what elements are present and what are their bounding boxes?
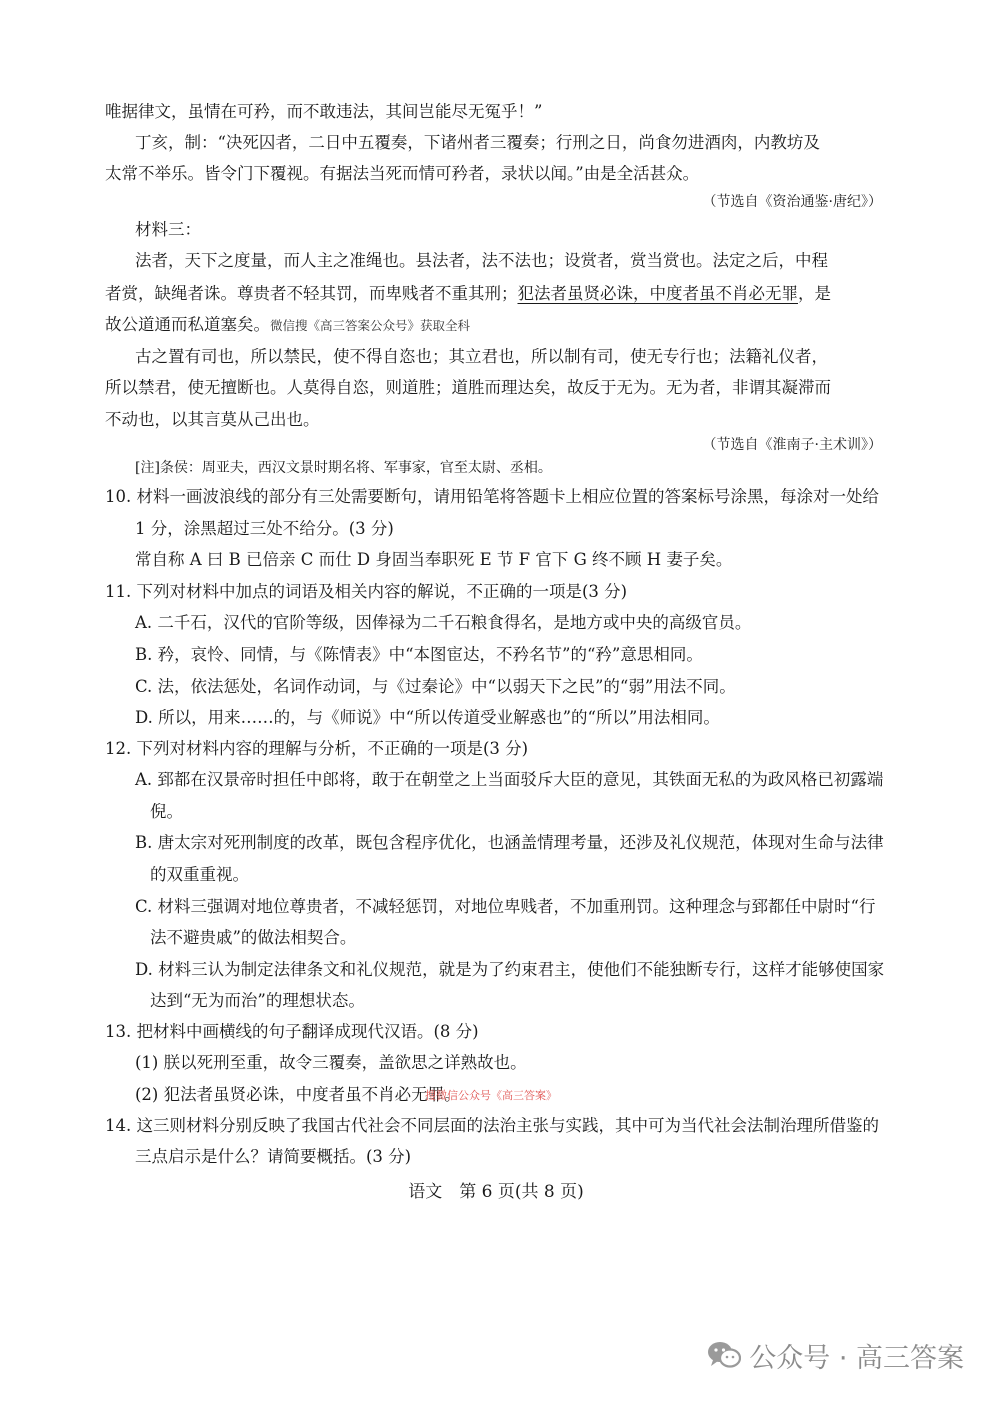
option-a: A. 二千石，汉代的官阶等级，因俸禄为二千石粮食得名，是地方或中央的高级官员。: [135, 613, 752, 632]
text-line: 不动也，以其言莫从己出也。: [105, 410, 320, 429]
text-line: 1 分，涂黑超过三处不给分。(3 分): [135, 519, 394, 538]
sentence-to-punctuate: 常自称 A 曰 B 已倍亲 C 而仕 D 身固当奉职死 E 节 F 官下 G 终不顾 H 妻子矣。: [135, 550, 733, 569]
option-d: D. 所以，用来……的，与《师说》中“所以传道受业解惑也”的“所以”用法相同。: [135, 708, 720, 727]
option-b: B. 矜，哀怜、同情，与《陈情表》中“本图宦达，不矜名节”的“矜”意思相同。: [135, 645, 703, 664]
watermark-text: 搜微信公众号《高三答案》: [425, 1089, 557, 1102]
page-footer: 语文 第 6 页(共 8 页): [408, 1182, 584, 1202]
option-a: A. 郅都在汉景帝时担任中郎将，敢于在朝堂之上当面驳斥大臣的意见，其铁面无私的为政风格已初露端: [135, 770, 884, 789]
watermark-text: 微信搜《高三答案公众号》获取全科: [270, 318, 471, 333]
text-line: 古之置有司也，所以禁民，使不得自恣也；其立君也，所以制有司，使无专行也；法籍礼仪者，: [135, 347, 828, 366]
text-line: 倪。: [150, 802, 183, 821]
text-line: 的双重重视。: [150, 865, 249, 884]
text-line: [105, 282, 831, 306]
text-line: 丁亥，制：“决死囚者，二日中五覆奏，下诸州者三覆奏；行刑之日，尚食勿进酒肉，内教坊及: [135, 133, 820, 152]
section-heading: 材料三：: [135, 220, 201, 239]
text-line: 所以禁君，使无擅断也。人莫得自恣，则道胜；道胜而理达矣，故反于无为。无为者，非谓其凝滞而: [105, 378, 831, 397]
annotation-note: [注]条侯：周亚夫，西汉文景时期名将、军事家，官至太尉、丞相。: [135, 460, 552, 476]
text-segment: ，是: [798, 284, 831, 303]
text-line: [105, 313, 470, 338]
source-citation: （节选自《淮南子·主术训》）: [702, 437, 882, 453]
option-d: D. 材料三认为制定法律条文和礼仪规范，就是为了约束君主，使他们不能独断专行，这样才能够使国家: [135, 960, 885, 979]
question-11: 11. 下列对材料中加点的词语及相关内容的解说，不正确的一项是(3 分): [105, 582, 628, 601]
question-10: 10. 材料一画波浪线的部分有三处需要断句，请用铅笔将答题卡上相应位置的答案标号涂黑，每涂对一处给: [105, 487, 879, 506]
option-b: B. 唐太宗对死刑制度的改革，既包含程序优化，也涵盖情理考量，还涉及礼仪规范，体现对生命与法律: [135, 833, 884, 852]
brand-watermark: [707, 1335, 964, 1375]
underlined-sentence: 犯法者虽贤必诛，中度者虽不肖必无罪: [517, 284, 798, 303]
brand-label: 公众号 · 高三答案: [749, 1342, 964, 1374]
question-13: 13. 把材料中画横线的句子翻译成现代汉语。(8 分): [105, 1022, 479, 1041]
text-line: 唯据律文，虽情在可矜，而不敢违法，其间岂能尽无冤乎！”: [105, 102, 543, 121]
translation-item-1: (1) 朕以死刑至重，故令三覆奏，盖欲思之详熟故也。: [135, 1053, 527, 1072]
text-line: 法者，天下之度量，而人主之准绳也。县法者，法不法也；设赏者，赏当赏也。法定之后，中程: [135, 251, 828, 270]
translation-item-2: (2) 犯法者虽贤必诛，中度者虽不肖必无罪。: [135, 1085, 461, 1104]
option-c: C. 法，依法惩处，名词作动词，与《过秦论》中“以弱天下之民”的“弱”用法不同。: [135, 677, 736, 696]
option-c: C. 材料三强调对地位尊贵者，不减轻惩罚，对地位卑贱者，不加重刑罚。这种理念与郅都任中尉时“行: [135, 897, 876, 916]
source-citation: （节选自《资治通鉴·唐纪》）: [702, 194, 882, 210]
text-line: 达到“无为而治”的理想状态。: [150, 991, 365, 1010]
text-line: 法不避贵戚”的做法相契合。: [150, 928, 357, 947]
text-line: 太常不举乐。皆令门下覆视。有据法当死而情可矜者，录状以闻。”由是全活甚众。: [105, 164, 700, 183]
wechat-icon: [707, 1340, 741, 1370]
text-line: 三点启示是什么？请简要概括。(3 分): [135, 1147, 412, 1166]
text-segment: 者赏，缺绳者诛。尊贵者不轻其罚，而卑贱者不重其刑；: [105, 284, 518, 303]
question-14: 14. 这三则材料分别反映了我国古代社会不同层面的法治主张与实践，其中可为当代社会法制治理所借鉴的: [105, 1116, 879, 1135]
text-segment: 故公道通而私道塞矣。: [105, 315, 270, 334]
question-12: 12. 下列对材料内容的理解与分析，不正确的一项是(3 分): [105, 739, 529, 758]
